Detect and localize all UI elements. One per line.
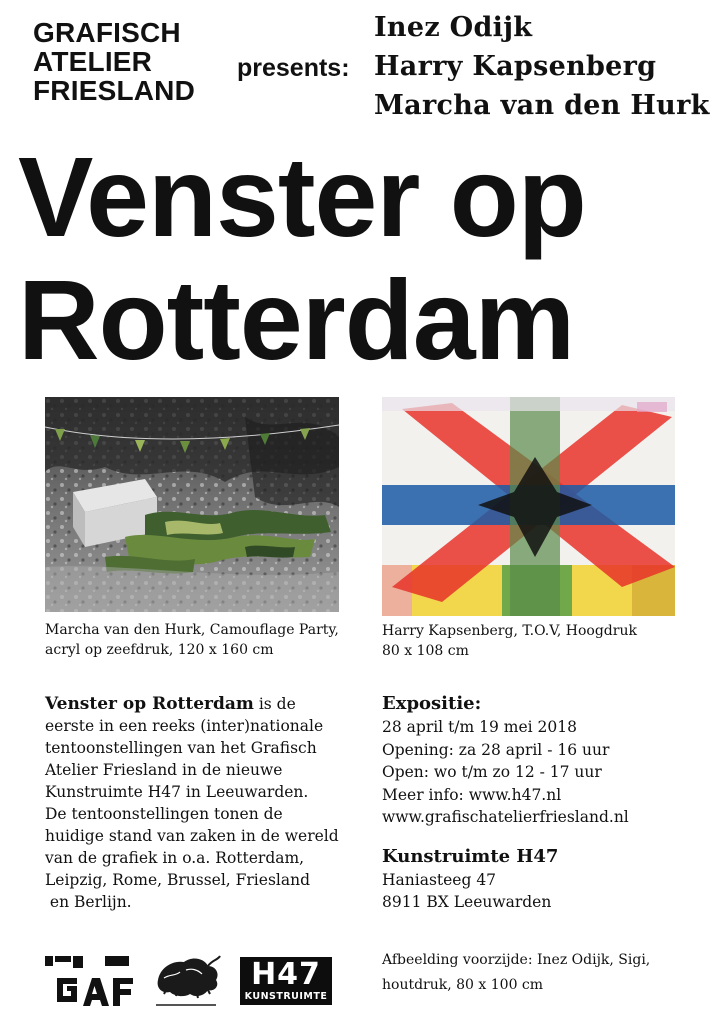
caption-line: acryl op zeefdruk, 120 x 160 cm (45, 642, 274, 658)
intro-line: Atelier Friesland in de nieuwe (45, 761, 283, 779)
tov-artwork (382, 397, 675, 616)
title-line: Venster op (18, 134, 586, 260)
camouflage-party-artwork (45, 397, 339, 612)
exhibition-heading: Expositie: (382, 693, 482, 714)
tov-image (382, 397, 675, 616)
artwork-caption (382, 621, 682, 661)
exhibition-info (382, 692, 712, 914)
artwork-caption (45, 620, 345, 660)
caption-line: 80 x 108 cm (382, 643, 469, 659)
h47-logo-text: H47 (251, 957, 321, 992)
venue-city: 8911 BX Leeuwarden (382, 893, 552, 911)
h47-kunstruimte-logo (240, 957, 332, 1005)
caption-line: Marcha van den Hurk, Camouflage Party, (45, 622, 339, 638)
exhibition-title (18, 136, 718, 382)
website-link[interactable]: www.grafischatelierfriesland.nl (382, 808, 629, 826)
lion-icon (150, 950, 222, 1012)
intro-first-line (45, 693, 345, 715)
intro-line: Kunstruimte H47 in Leeuwarden. (45, 783, 309, 801)
intro-line: huidige stand van zaken in de wereld (45, 827, 339, 845)
opening-time: Opening: za 28 april - 16 uur (382, 740, 610, 759)
opening-hours: Open: wo t/m zo 12 - 17 uur (382, 763, 602, 781)
intro-line: tentoonstellingen van het Grafisch (45, 739, 317, 757)
intro-line: Leipzig, Rome, Brussel, Friesland (45, 871, 310, 889)
org-line: GRAFISCH (33, 17, 181, 48)
gaf-logo-mark (45, 956, 137, 1006)
leeuwarden-lion-logo (150, 950, 222, 1012)
h47-logo-subtitle: KUNSTRUIMTE (244, 991, 328, 1002)
intro-line: De tentoonstellingen tonen de (45, 805, 283, 823)
artist-list (374, 8, 710, 125)
intro-line: van de grafiek in o.a. Rotterdam, (45, 849, 305, 867)
camouflage-party-image (45, 397, 339, 612)
cover-image-credit (382, 948, 702, 998)
intro-lead: Venster op Rotterdam (45, 694, 254, 714)
artist-name: Inez Odijk (374, 12, 533, 43)
artist-name: Harry Kapsenberg (374, 51, 657, 82)
intro-line: eerste in een reeks (inter)nationale (45, 717, 324, 735)
credit-line: Afbeelding voorzijde: Inez Odijk, Sigi, (382, 952, 651, 968)
gaf-logo (45, 956, 137, 1006)
intro-lead-rest: is de (253, 695, 296, 713)
title-line: Rotterdam (18, 257, 575, 383)
venue-street: Haniasteeg 47 (382, 870, 497, 889)
org-line: FRIESLAND (33, 75, 196, 106)
intro-paragraph (45, 693, 345, 913)
presents-label: presents: (237, 54, 350, 82)
credit-line: houtdruk, 80 x 100 cm (382, 977, 544, 993)
exhibition-dates: 28 april t/m 19 mei 2018 (382, 718, 577, 736)
caption-line: Harry Kapsenberg, T.O.V, Hoogdruk (382, 623, 637, 639)
venue-heading: Kunstruimte H47 (382, 845, 559, 867)
intro-line: en Berlijn. (45, 893, 132, 911)
artist-name: Marcha van den Hurk (374, 90, 710, 121)
organization-name (33, 18, 195, 105)
org-line: ATELIER (33, 46, 153, 77)
more-info-link[interactable]: Meer info: www.h47.nl (382, 785, 562, 804)
